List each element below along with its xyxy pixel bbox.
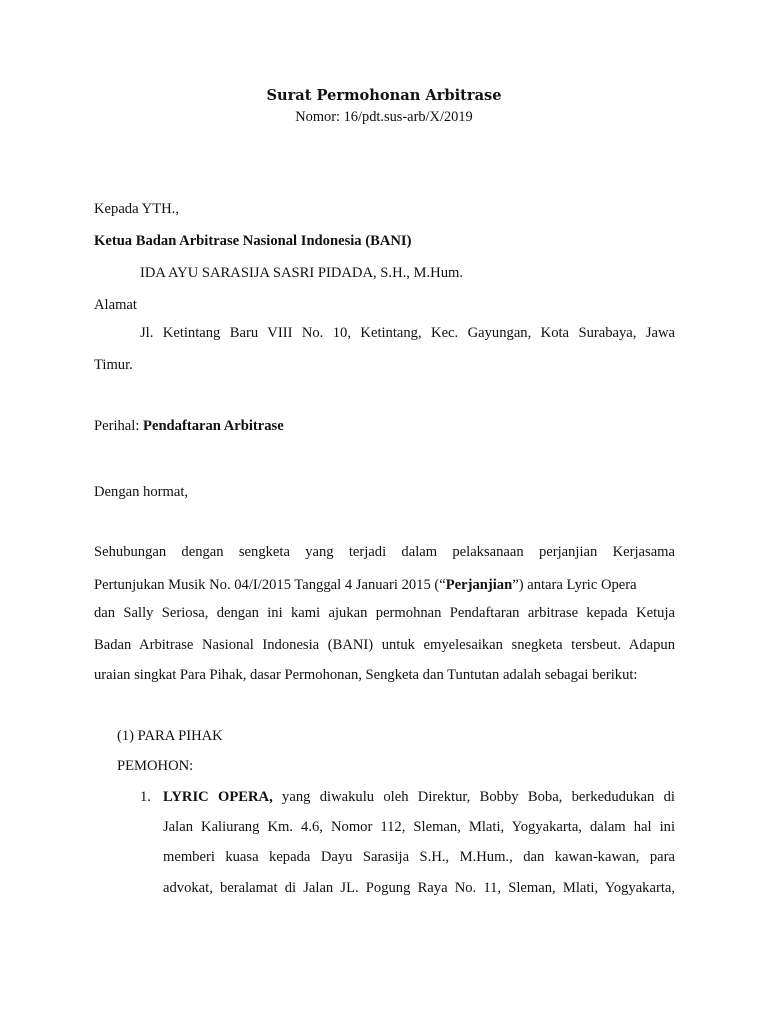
- list-item-line-3: memberi kuasa kepada Dayu Sarasija S.H., M.Hum., dan kawan-kawan, para: [163, 849, 675, 865]
- body-line-5: uraian singkat Para Pihak, dasar Permohonan, Sengketa dan Tuntutan adalah sebagai berikut:: [94, 667, 638, 683]
- perjanjian-term: Perjanjian: [445, 577, 513, 593]
- body-line-2-c: ”) antara Lyric Opera: [512, 577, 637, 593]
- list-item-line-4: advokat, beralamat di Jalan JL. Pogung Raya No. 11, Sleman, Mlati, Yogyakarta,: [163, 880, 675, 896]
- list-item-line-1: [163, 789, 675, 806]
- section-heading: (1) PARA PIHAK: [117, 728, 223, 744]
- perihal-line: [94, 418, 284, 435]
- recipient-salutation: Kepada YTH.,: [94, 201, 179, 217]
- body-line-3: dan Sally Seriosa, dengan ini kami ajukan permohnan Pendaftaran arbitrase kepada Ketuja: [94, 605, 675, 621]
- list-item-line-2: Jalan Kaliurang Km. 4.6, Nomor 112, Sleman, Mlati, Yogyakarta, dalam hal ini: [163, 819, 675, 835]
- body-line-2-a: Pertunjukan Musik No. 04/I/2015 Tanggal 4 Januari 2015 (“: [94, 577, 446, 593]
- document-number: Nomor: 16/pdt.sus-arb/X/2019: [295, 109, 473, 125]
- perihal-label: Perihal:: [94, 418, 144, 434]
- document-title: Surat Permohonan Arbitrase: [266, 87, 502, 104]
- pemohon-label: PEMOHON:: [117, 758, 194, 774]
- body-line-1: Sehubungan dengan sengketa yang terjadi dalam pelaksanaan perjanjian Kerjasama: [94, 544, 675, 560]
- address-line-1: Jl. Ketintang Baru VIII No. 10, Ketintang, Kec. Gayungan, Kota Surabaya, Jawa: [140, 325, 675, 341]
- recipient-institution: Ketua Badan Arbitrase Nasional Indonesia (BANI): [94, 233, 412, 249]
- recipient-name: IDA AYU SARASIJA SASRI PIDADA, S.H., M.Hum.: [140, 265, 464, 281]
- perihal-value: Pendaftaran Arbitrase: [143, 418, 284, 434]
- address-line-2: Timur.: [94, 357, 133, 373]
- body-line-2: [94, 577, 637, 594]
- list-item-number: 1.: [140, 789, 151, 805]
- greeting: Dengan hormat,: [94, 484, 189, 500]
- body-line-4: Badan Arbitrase Nasional Indonesia (BANI) untuk emyelesaikan snegketa tersbeut. Adapun: [94, 637, 675, 653]
- party-name: LYRIC OPERA,: [163, 789, 273, 805]
- list-item-line-1-rest: yang diwakulu oleh Direktur, Bobby Boba, berkedudukan di: [272, 789, 675, 805]
- address-label: Alamat: [94, 297, 137, 313]
